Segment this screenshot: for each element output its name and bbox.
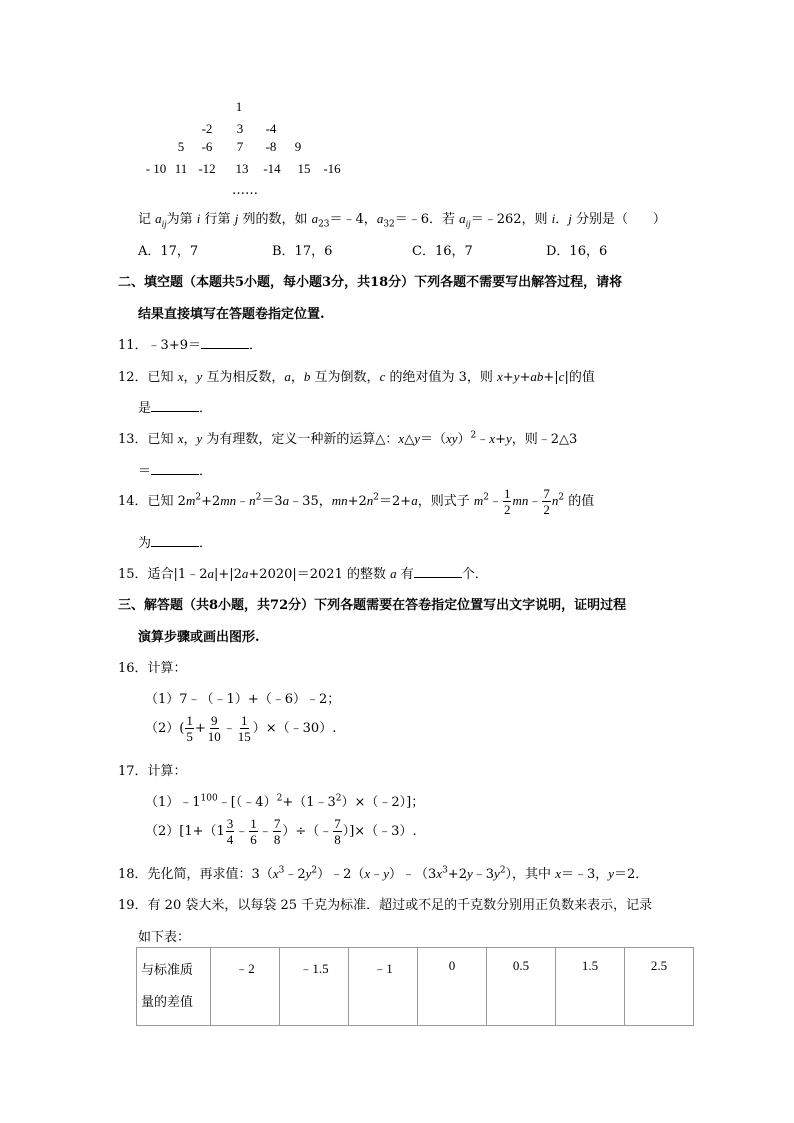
triangle-cell: 15 (297, 161, 311, 176)
triangle-cell: -8 (265, 139, 277, 154)
triangle-cell: - 10 (145, 161, 167, 176)
table-cell: 2.5 (625, 948, 694, 1026)
section2-title: 二、填空题（本题共5小题，每小题3分，共18分）下列各题不需要写出解答过程，请将 (118, 275, 623, 290)
triangle-cell: 3 (236, 121, 244, 136)
option-d: D．16，6 (546, 244, 608, 259)
q14-cont: 为 ． (138, 536, 213, 551)
q10-text: 记 $a_{ij}$为第 i 行第 j 列的数，如 $a_{23}=﹣4$，$a_{32}=﹣6$．若 $a_{ij}=﹣262$，则 i．j 分别是（ ） (138, 211, 666, 230)
option-c: C．16，7 (412, 244, 473, 259)
triangle-cell: -16 (323, 161, 341, 176)
triangle-cell: 5 (177, 139, 185, 154)
section2-title-cont: 结果直接填写在答题卷指定位置. (138, 307, 325, 322)
table-row (137, 948, 694, 1026)
q17-part1: $(1)﹣1^{100}﹣[(﹣4)^2+(1﹣3^2)\times(﹣2)]$； (145, 793, 425, 810)
triangle-cell: 11 (174, 161, 188, 176)
table-cell: 0 (418, 948, 487, 1026)
q16-part1: （1）7﹣（﹣1）+（﹣6）﹣2； (145, 692, 341, 707)
table-cell: 1.5 (556, 948, 625, 1026)
triangle-cell: -2 (201, 121, 213, 136)
triangle-dots: …… (232, 183, 258, 198)
table-cell: ﹣1.5 (280, 948, 349, 1026)
section3-title-cont: 演算步骤或画出图形. (138, 630, 260, 645)
q16-part2: （2）( $\frac{1}{5}$ + $\frac{9}{10}$ ﹣ $\frac{1}{15}$ ）×（﹣30）. (145, 713, 337, 744)
table-cell: 0.5 (487, 948, 556, 1026)
triangle-cell: -14 (263, 161, 281, 176)
table-header-cell: 与标准质 量的差值 (137, 948, 211, 1026)
triangle-cell: -4 (265, 121, 277, 136)
triangle-cell: -12 (198, 161, 216, 176)
q13: 13．已知 x，y 为有理数，定义一种新的运算△：x△y＝（xy）$^2$﹣x+y，则﹣2△3 (118, 430, 578, 447)
option-b: B．17，6 (272, 244, 333, 259)
q18: 18．先化简，再求值：$3(x^3﹣2y^2)﹣2(x﹣y)﹣(3x^3+2y﹣3y^2)$，其中 x＝﹣3，y＝2． (118, 865, 649, 882)
table-cell: ﹣1 (349, 948, 418, 1026)
triangle-cell: 1 (235, 99, 243, 114)
triangle-cell: 13 (235, 161, 249, 176)
answer-blank (151, 399, 199, 412)
option-a: A．17，7 (138, 244, 199, 259)
section3-title: 三、解答题（共8小题，共72分）下列各题需要在答卷指定位置写出文字说明，证明过程 (118, 598, 627, 613)
triangle-cell: -6 (201, 139, 213, 154)
q19: 19．有 20 袋大米，以每袋 25 千克为标准．超过或不足的千克数分别用正负数来表示，记录 (118, 898, 653, 913)
answer-blank (151, 462, 199, 475)
triangle-cell: 7 (236, 139, 244, 154)
rice-weight-table (136, 947, 694, 1026)
q11: 11．﹣3+9＝ ． (118, 338, 262, 353)
q12: 12．已知 x，y 互为相反数，a，b 互为倒数，c 的绝对值为 3，则 x+y+ab+|c|的值 (118, 369, 595, 385)
q17-label: 17．计算： (118, 764, 187, 779)
q15: 15．适合|1﹣2a|+|2a+2020|＝2021 的整数 a 有 个． (118, 566, 488, 582)
table-cell: ﹣2 (211, 948, 280, 1026)
answer-blank (151, 534, 199, 547)
answer-blank (201, 336, 249, 349)
answer-blank (414, 565, 462, 578)
q13-cont: ＝ ． (138, 464, 213, 479)
q19-cont: 如下表： (138, 930, 191, 945)
triangle-cell: 9 (294, 139, 302, 154)
q16-label: 16．计算： (118, 661, 187, 676)
q14: 14．已知 $2m^2+2mn﹣n^2=3a﹣35$，$mn+2n^2=2+a$，则式子 $m^2﹣$ $\frac{1}{2}$ mn﹣ $\frac{7}{2}$ $n^2$ 的值 (118, 486, 595, 517)
q12-cont: 是 ． (138, 401, 213, 416)
q17-part2: （2）[1+（1 $\frac{3}{4}$ ﹣ $\frac{1}{6}$ ﹣ $\frac{7}{8}$ ）÷（﹣ $\frac{7}{8}$ ）]×（﹣3）. (145, 816, 417, 847)
